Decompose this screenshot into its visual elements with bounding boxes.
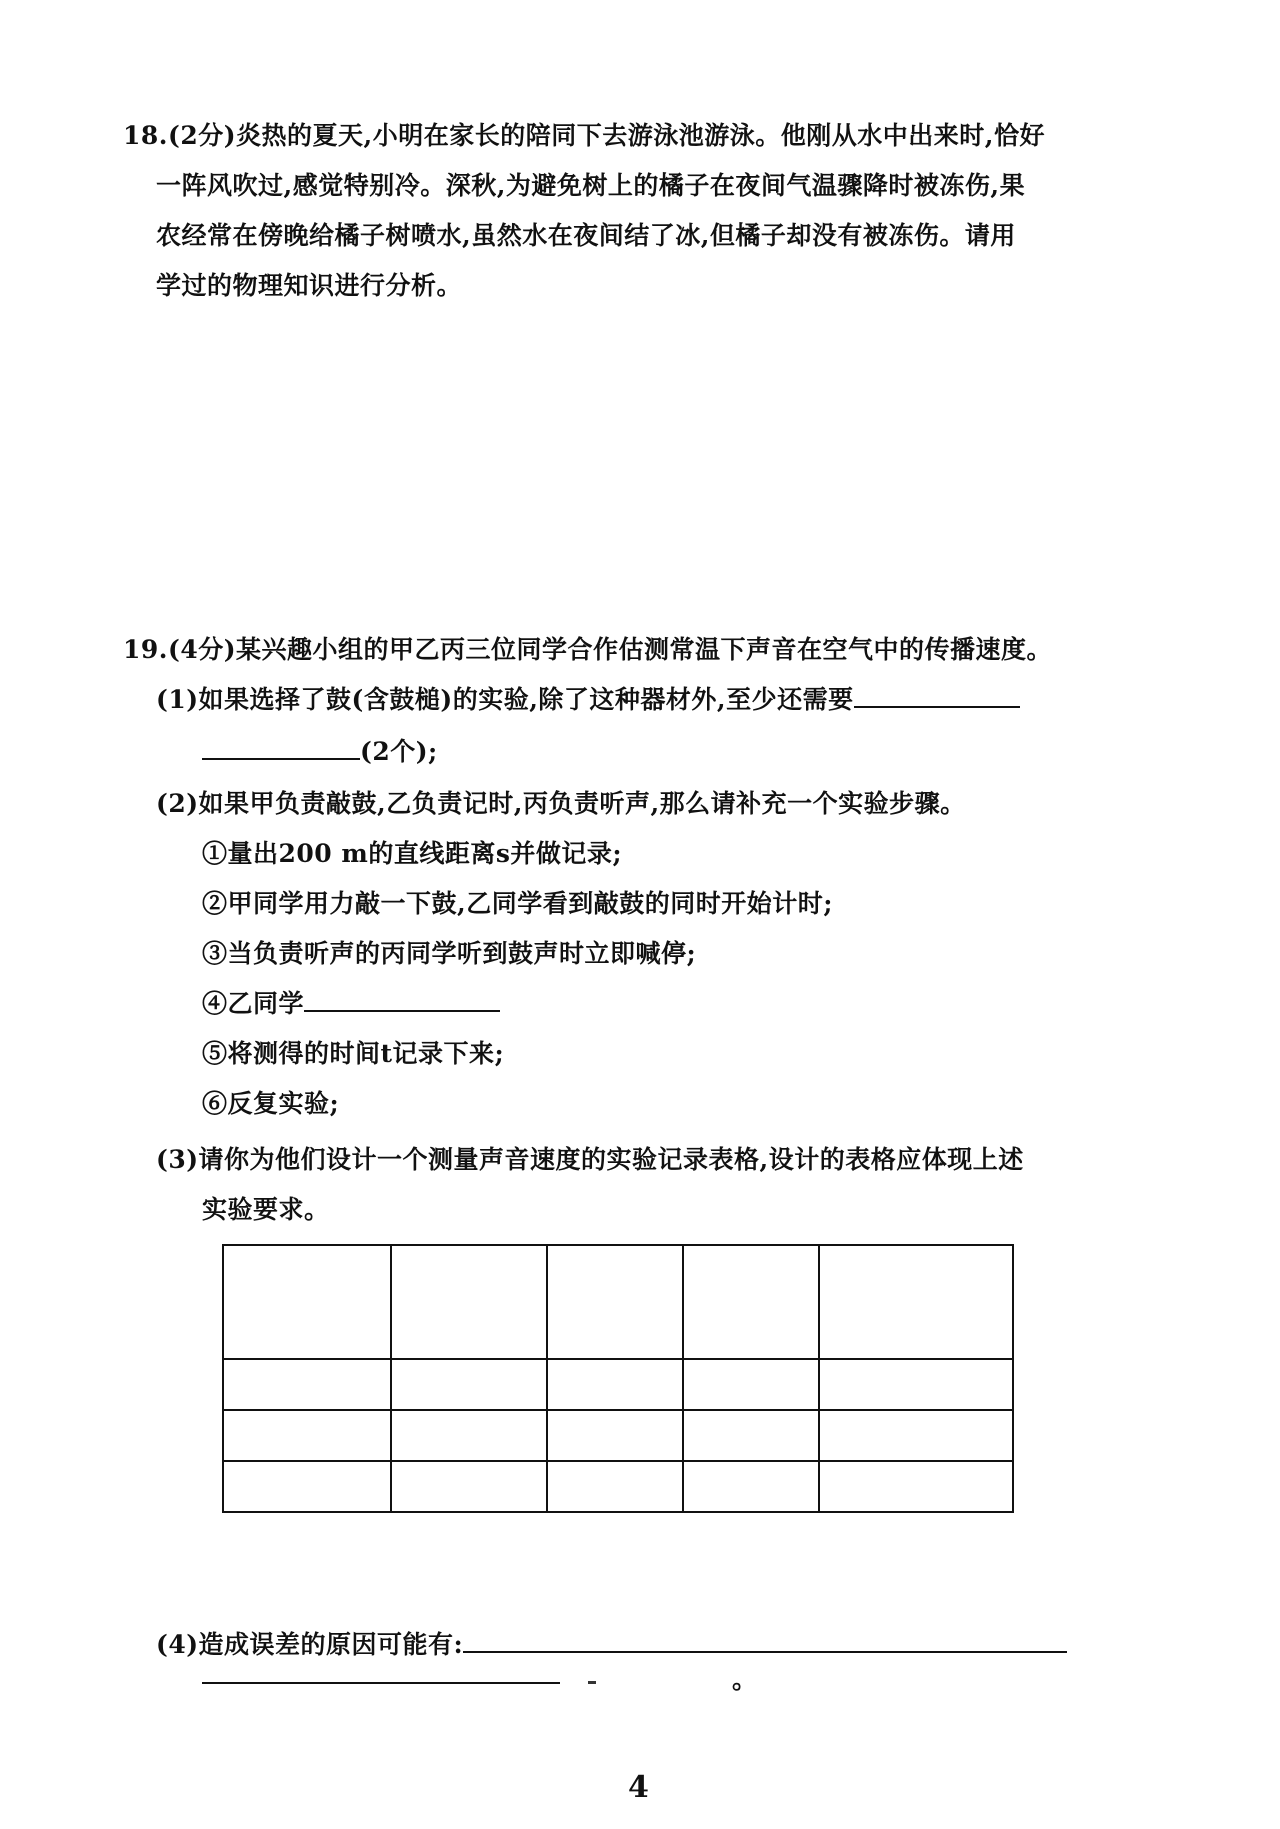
q18-line-4: 学过的物理知识进行分析。: [156, 271, 463, 300]
table-cell[interactable]: [391, 1245, 547, 1359]
table-row: [223, 1359, 1013, 1410]
table-cell[interactable]: [391, 1461, 547, 1512]
q19-part4: [156, 1625, 1067, 1661]
table-cell[interactable]: [819, 1245, 1013, 1359]
table-cell[interactable]: [547, 1410, 683, 1461]
q19-intro: 19.(4分)某兴趣小组的甲乙丙三位同学合作估测常温下声音在空气中的传播速度。: [123, 635, 1053, 664]
table-cell[interactable]: [683, 1461, 819, 1512]
table-cell[interactable]: [683, 1410, 819, 1461]
q19-part1-text: (1)如果选择了鼓(含鼓槌)的实验,除了这种器材外,至少还需要: [156, 685, 854, 714]
table-row: [223, 1410, 1013, 1461]
q19-part4-text: (4)造成误差的原因可能有:: [156, 1630, 464, 1659]
q19-step-1: ①量出200 m的直线距离s并做记录;: [202, 839, 623, 868]
q19-part1: [156, 680, 1020, 716]
q19-step-6: ⑥反复实验;: [202, 1089, 340, 1118]
q18-line-3: 农经常在傍晚给橘子树喷水,虽然水在夜间结了冰,但橘子却没有被冻伤。请用: [156, 221, 1016, 250]
table-cell[interactable]: [683, 1359, 819, 1410]
q19-part4-answer-blank-a[interactable]: [463, 1629, 1067, 1653]
q19-part4-cont: [202, 1660, 560, 1690]
record-table: [222, 1244, 1014, 1513]
q19-step-4: [202, 984, 500, 1020]
q19-part1-answer-blank-b[interactable]: [202, 736, 360, 760]
table-cell[interactable]: [223, 1245, 391, 1359]
table-cell[interactable]: [547, 1461, 683, 1512]
table-cell[interactable]: [223, 1410, 391, 1461]
table-cell[interactable]: [683, 1245, 819, 1359]
q19-step-4-text: ④乙同学: [202, 989, 305, 1018]
table-header-row: [223, 1245, 1013, 1359]
page-number: 4: [628, 1770, 649, 1805]
table-cell[interactable]: [391, 1359, 547, 1410]
q19-part2: (2)如果甲负责敲鼓,乙负责记时,丙负责听声,那么请补充一个实验步骤。: [156, 789, 966, 818]
table-cell[interactable]: [547, 1359, 683, 1410]
table-cell[interactable]: [223, 1359, 391, 1410]
table-cell[interactable]: [391, 1410, 547, 1461]
q19-part3-line-2: 实验要求。: [202, 1195, 330, 1224]
q19-step-5: ⑤将测得的时间t记录下来;: [202, 1039, 505, 1068]
q19-step-2: ②甲同学用力敲一下鼓,乙同学看到敲鼓的同时开始计时;: [202, 889, 833, 918]
table-cell[interactable]: [547, 1245, 683, 1359]
q19-step-4-answer-blank[interactable]: [304, 988, 500, 1012]
q18-line-2: 一阵风吹过,感觉特别冷。深秋,为避免树上的橘子在夜间气温骤降时被冻伤,果: [156, 171, 1026, 200]
q19-part1-answer-blank-a[interactable]: [854, 684, 1020, 708]
q19-part4-answer-blank-b[interactable]: [202, 1660, 560, 1684]
q19-step-3: ③当负责听声的丙同学听到鼓声时立即喊停;: [202, 939, 697, 968]
table-cell[interactable]: [819, 1461, 1013, 1512]
q18-line-1: 18.(2分)炎热的夏天,小明在家长的陪同下去游泳池游泳。他刚从水中出来时,恰好: [123, 121, 1045, 150]
table-cell[interactable]: [223, 1461, 391, 1512]
table-cell[interactable]: [819, 1359, 1013, 1410]
q19-part1-cont: [202, 732, 438, 768]
stray-dash-mark: [588, 1681, 596, 1684]
q19-part4-end: 。: [732, 1665, 758, 1694]
table-cell[interactable]: [819, 1410, 1013, 1461]
table-row: [223, 1461, 1013, 1512]
q19-part1-suffix: (2个);: [360, 737, 438, 766]
q19-part3-line-1: (3)请你为他们设计一个测量声音速度的实验记录表格,设计的表格应体现上述: [156, 1145, 1024, 1174]
